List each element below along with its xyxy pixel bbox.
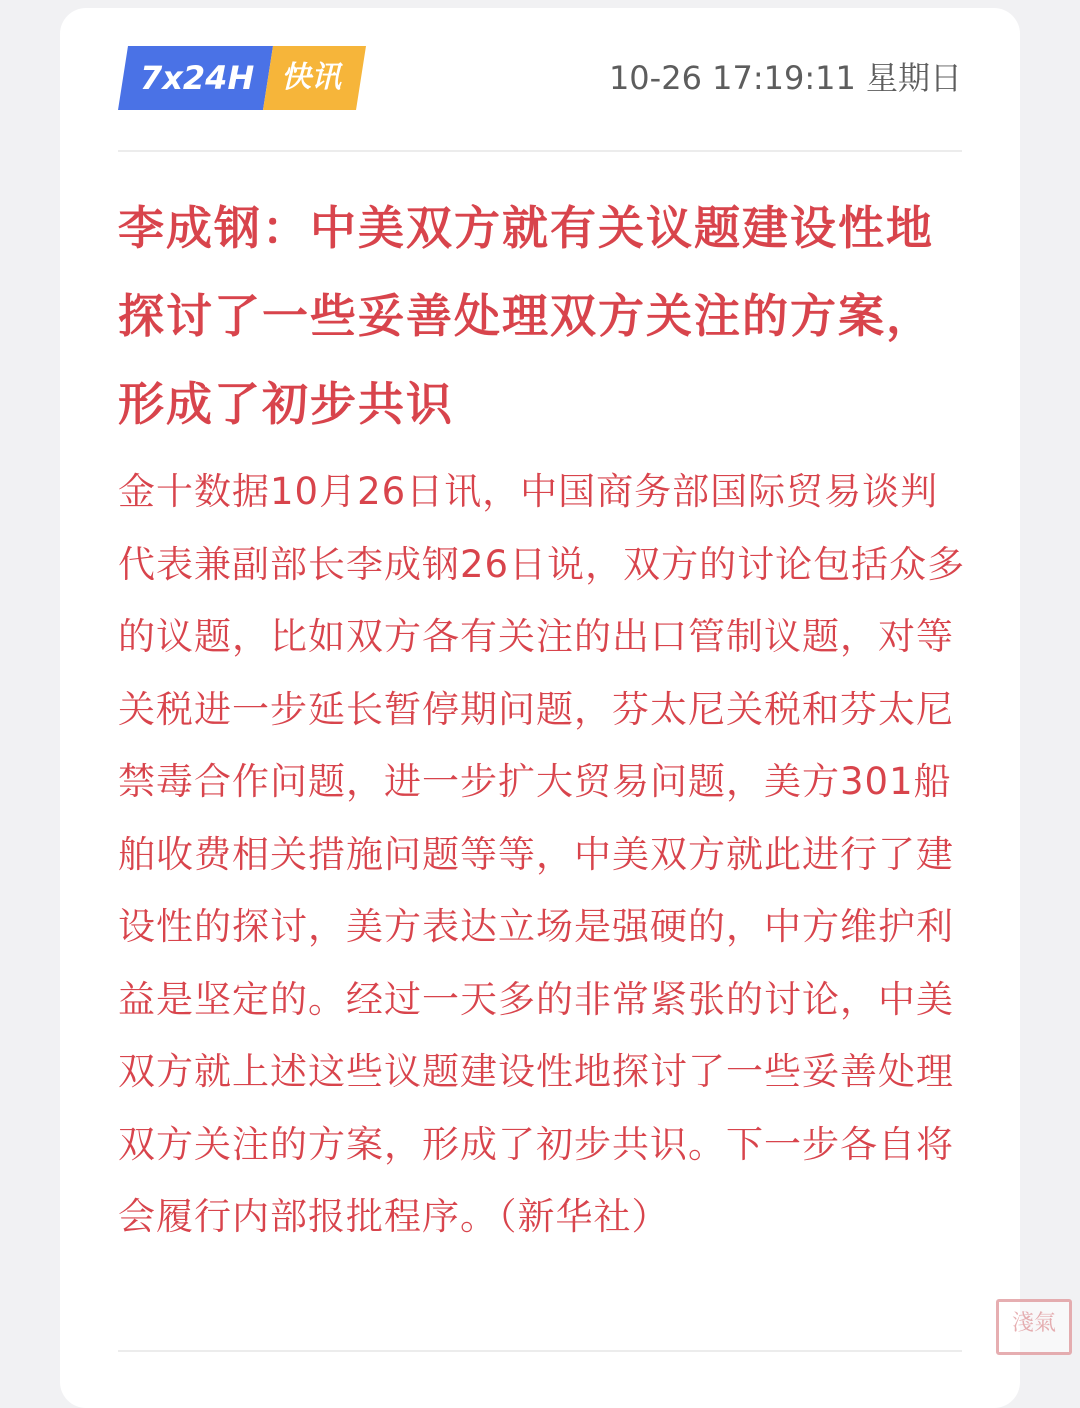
news-headline: 李成钢：中美双方就有关议题建设性地探讨了一些妥善处理双方关注的方案，形成了初步共识	[118, 201, 934, 431]
footer-divider	[118, 1350, 962, 1352]
news-timestamp: 10-26 17:19:11 星期日	[608, 59, 962, 97]
badge-flash-label: 快讯	[281, 60, 341, 95]
news-header	[118, 46, 962, 122]
news-body: 金十数据10月26日讯，中国商务部国际贸易谈判代表兼副部长李成钢26日说，双方的讨论包括众多的议题，比如双方各有关注的出口管制议题，对等关税进一步延长暂停期问题，芬太尼关税和芬太尼禁毒合作问题，进一步扩大贸易问题，美方301船舶收费相关措施问题等等，中美双方就此进行了建设性的探讨，美方表达立场是强硬的，中方维护利益是坚定的。经过一天多的非常紧张的讨论，中美双方就上述这些议题建设性地探讨了一些妥善处理双方关注的方案，形成了初步共识。下一步各自将会履行内部报批程序。（新华社）	[118, 470, 966, 1238]
badge-7x24h-label: 7x24H	[140, 59, 255, 97]
news-card	[60, 8, 1020, 1408]
header-divider	[118, 150, 962, 152]
flash-news-badge	[118, 46, 368, 110]
watermark-stamp: 淺氣	[996, 1299, 1072, 1355]
